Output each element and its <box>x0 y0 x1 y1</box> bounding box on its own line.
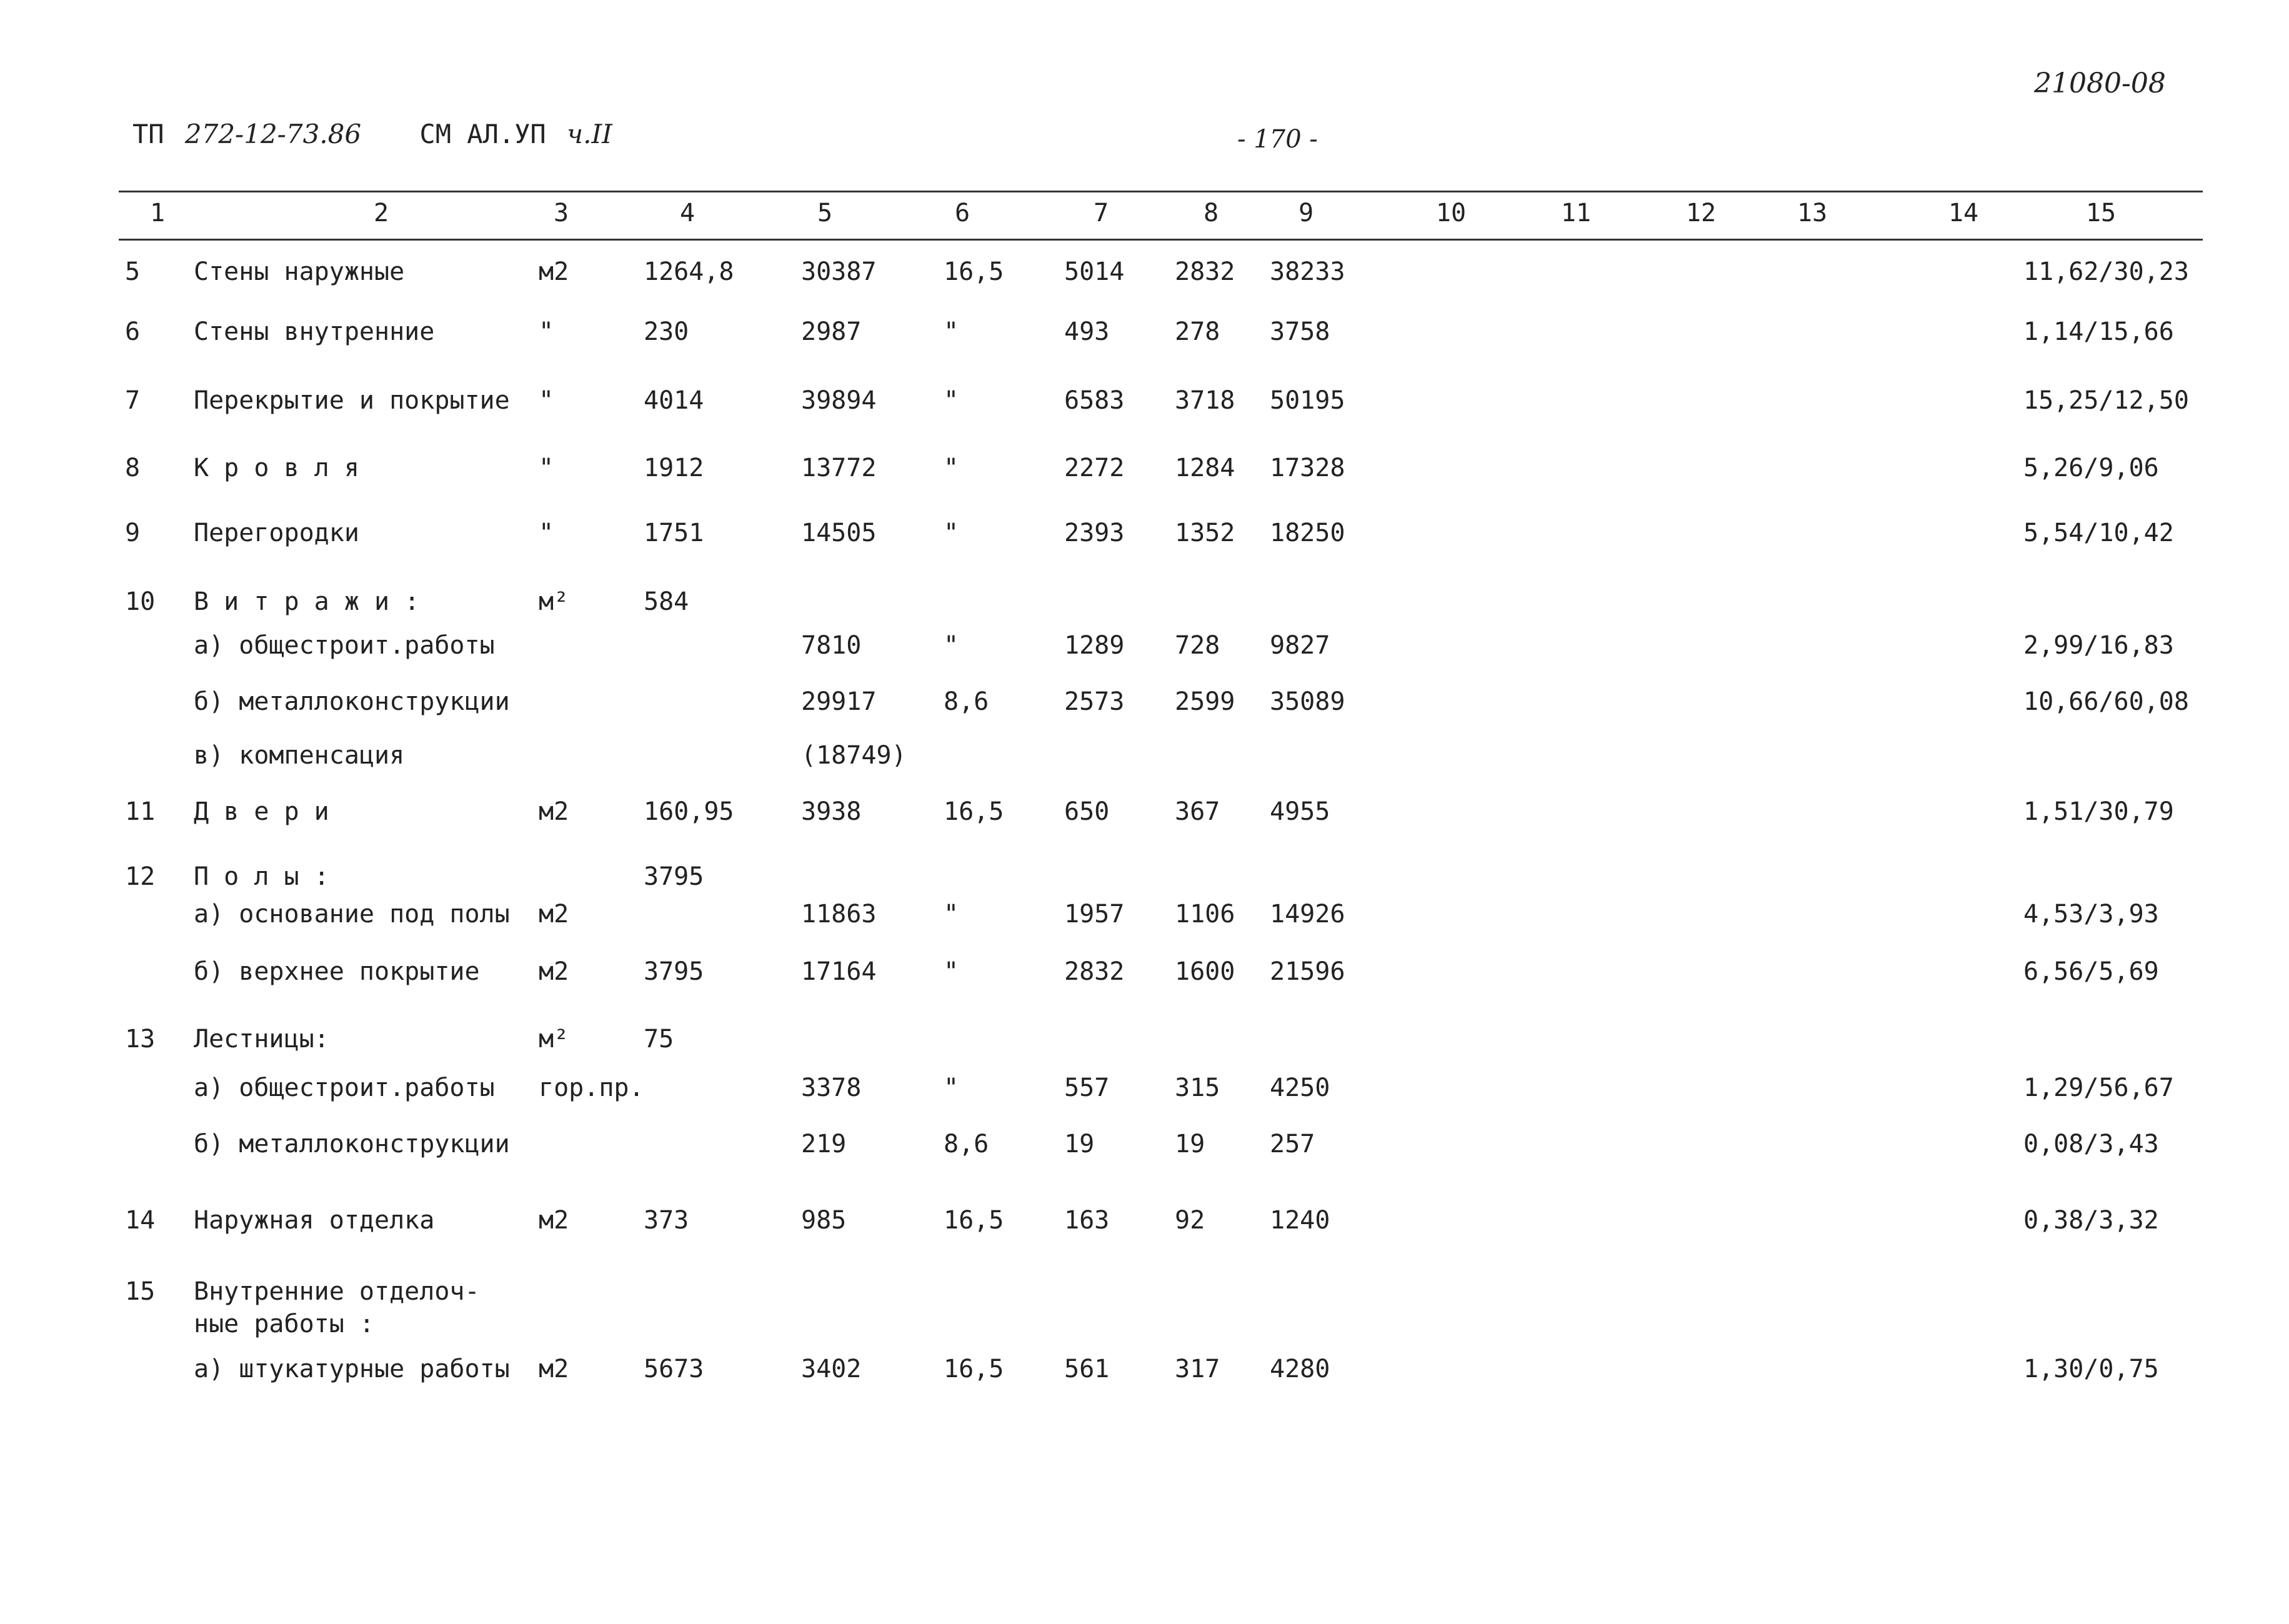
volume-handwritten: ч.II <box>567 119 612 149</box>
cell-col-8: 2832 <box>1175 257 1235 286</box>
column-header-9: 9 <box>1298 199 1314 227</box>
cell-col-4: 584 <box>644 587 689 616</box>
cell-col-9: 1240 <box>1270 1206 1330 1235</box>
cell-col-15: 1,51/30,79 <box>2023 797 2174 826</box>
cell-col-5: 219 <box>801 1130 847 1158</box>
cell-col-3: гор.пр. <box>539 1074 644 1102</box>
cell-col-7: 2832 <box>1064 957 1125 986</box>
cell-col-5: 985 <box>801 1206 847 1235</box>
cell-col-4: 373 <box>644 1206 689 1235</box>
cell-col-2: Перегородки <box>194 519 359 547</box>
cell-col-6: " <box>944 900 959 929</box>
column-header-4: 4 <box>679 199 696 227</box>
cell-col-6: 16,5 <box>944 257 1004 286</box>
cell-col-2: б) верхнее покрытие <box>194 957 480 986</box>
cell-col-5: 30387 <box>801 257 877 286</box>
cell-col-4: 5673 <box>644 1355 704 1383</box>
cell-col-8: 317 <box>1175 1355 1220 1383</box>
cell-col-2: ные работы : <box>194 1310 374 1338</box>
cell-col-7: 2573 <box>1064 687 1125 716</box>
cell-col-4: 230 <box>644 317 689 346</box>
cell-col-6: 8,6 <box>944 687 989 716</box>
cell-col-15: 0,08/3,43 <box>2023 1130 2159 1158</box>
cell-col-15: 15,25/12,50 <box>2023 386 2189 415</box>
cell-col-2: а) основание под полы <box>194 900 510 929</box>
cell-col-1: 10 <box>125 587 156 616</box>
cell-col-9: 21596 <box>1270 957 1345 986</box>
cell-col-5: 2987 <box>801 317 862 346</box>
cell-col-2: б) металлоконструкции <box>194 1130 510 1158</box>
cell-col-6: " <box>944 957 959 986</box>
cell-col-1: 9 <box>125 519 141 547</box>
cell-col-8: 367 <box>1175 797 1220 826</box>
cell-col-8: 728 <box>1175 631 1220 660</box>
cell-col-7: 557 <box>1064 1074 1110 1102</box>
cell-col-8: 19 <box>1175 1130 1205 1158</box>
cell-col-7: 2272 <box>1064 454 1125 482</box>
document-code <box>132 119 617 149</box>
cell-col-2: а) общестроит.работы <box>194 631 495 660</box>
cell-col-2: Д в е р и <box>194 797 329 826</box>
cell-col-15: 2,99/16,83 <box>2023 631 2174 660</box>
cell-col-2: Внутренние отделоч- <box>194 1277 480 1306</box>
cell-col-5: 3402 <box>801 1355 862 1383</box>
cell-col-15: 6,56/5,69 <box>2023 957 2159 986</box>
table-header-rule <box>119 239 2203 241</box>
column-header-15: 15 <box>2085 199 2117 227</box>
cell-col-7: 5014 <box>1064 257 1125 286</box>
cell-col-15: 0,38/3,32 <box>2023 1206 2159 1235</box>
cell-col-3: м2 <box>539 1206 569 1235</box>
cell-col-7: 1289 <box>1064 631 1125 660</box>
cell-col-7: 19 <box>1064 1130 1095 1158</box>
cell-col-5: (18749) <box>801 741 907 770</box>
cell-col-4: 1912 <box>644 454 704 482</box>
cell-col-15: 5,26/9,06 <box>2023 454 2159 482</box>
document-number: 21080-08 <box>2034 67 2166 99</box>
cell-col-6: " <box>944 317 959 346</box>
cell-col-15: 1,30/0,75 <box>2023 1355 2159 1383</box>
cell-col-6: 8,6 <box>944 1130 989 1158</box>
cell-col-1: 8 <box>125 454 141 482</box>
column-header-1: 1 <box>149 199 166 227</box>
cell-col-8: 3718 <box>1175 386 1235 415</box>
column-header-14: 14 <box>1948 199 1979 227</box>
column-header-2: 2 <box>373 199 389 227</box>
cell-col-6: " <box>944 1074 959 1102</box>
cell-col-2: К р о в л я <box>194 454 359 482</box>
cell-col-6: 16,5 <box>944 1355 1004 1383</box>
cell-col-9: 50195 <box>1270 386 1345 415</box>
cell-col-7: 1957 <box>1064 900 1125 929</box>
cell-col-3: м2 <box>539 797 569 826</box>
cell-col-3: м2 <box>539 957 569 986</box>
cell-col-2: Перекрытие и покрытие <box>194 386 510 415</box>
column-header-5: 5 <box>817 199 833 227</box>
section-code: СМ АЛ.УП <box>419 119 546 149</box>
cell-col-1: 13 <box>125 1025 156 1054</box>
cell-col-7: 650 <box>1064 797 1110 826</box>
cell-col-1: 6 <box>125 317 141 346</box>
cell-col-6: " <box>944 386 959 415</box>
cell-col-5: 13772 <box>801 454 877 482</box>
cell-col-15: 1,29/56,67 <box>2023 1074 2174 1102</box>
cell-col-5: 29917 <box>801 687 877 716</box>
cell-col-8: 1284 <box>1175 454 1235 482</box>
cell-col-9: 35089 <box>1270 687 1345 716</box>
cell-col-7: 163 <box>1064 1206 1110 1235</box>
cell-col-5: 3938 <box>801 797 862 826</box>
cell-col-2: а) общестроит.работы <box>194 1074 495 1102</box>
cell-col-3: " <box>539 454 554 482</box>
cell-col-15: 10,66/60,08 <box>2023 687 2189 716</box>
cell-col-3: м2 <box>539 900 569 929</box>
cell-col-1: 7 <box>125 386 141 415</box>
cell-col-2: в) компенсация <box>194 741 405 770</box>
cell-col-2: б) металлоконструкции <box>194 687 510 716</box>
cell-col-15: 11,62/30,23 <box>2023 257 2189 286</box>
cell-col-3: " <box>539 519 554 547</box>
cell-col-2: а) штукатурные работы <box>194 1355 510 1383</box>
cell-col-4: 75 <box>644 1025 674 1054</box>
cell-col-4: 1264,8 <box>644 257 734 286</box>
code-handwritten: 272-12-73.86 <box>184 119 362 149</box>
cell-col-1: 12 <box>125 862 156 891</box>
column-header-10: 10 <box>1435 199 1467 227</box>
cell-col-2: В и т р а ж и : <box>194 587 420 616</box>
cell-col-7: 6583 <box>1064 386 1125 415</box>
cell-col-9: 4280 <box>1270 1355 1330 1383</box>
cell-col-8: 2599 <box>1175 687 1235 716</box>
cell-col-9: 38233 <box>1270 257 1345 286</box>
cell-col-5: 11863 <box>801 900 877 929</box>
cell-col-3: м2 <box>539 1355 569 1383</box>
cell-col-7: 2393 <box>1064 519 1125 547</box>
cell-col-4: 4014 <box>644 386 704 415</box>
column-header-13: 13 <box>1797 199 1828 227</box>
code-prefix: ТП <box>132 119 164 149</box>
column-header-11: 11 <box>1560 199 1592 227</box>
cell-col-8: 92 <box>1175 1206 1205 1235</box>
cell-col-8: 1106 <box>1175 900 1235 929</box>
cell-col-1: 14 <box>125 1206 156 1235</box>
cell-col-4: 160,95 <box>644 797 734 826</box>
cell-col-4: 3795 <box>644 862 704 891</box>
cell-col-2: Стены наружные <box>194 257 405 286</box>
cell-col-6: 16,5 <box>944 797 1004 826</box>
page-number: - 170 - <box>1237 125 1318 154</box>
cell-col-1: 11 <box>125 797 156 826</box>
cell-col-15: 4,53/3,93 <box>2023 900 2159 929</box>
cell-col-7: 493 <box>1064 317 1110 346</box>
cell-col-8: 278 <box>1175 317 1220 346</box>
cell-col-9: 9827 <box>1270 631 1330 660</box>
cell-col-3: м² <box>539 587 569 616</box>
column-header-3: 3 <box>553 199 569 227</box>
table-top-rule <box>119 191 2203 192</box>
cell-col-8: 315 <box>1175 1074 1220 1102</box>
cell-col-9: 17328 <box>1270 454 1345 482</box>
cell-col-1: 5 <box>125 257 141 286</box>
cell-col-9: 4250 <box>1270 1074 1330 1102</box>
cell-col-8: 1600 <box>1175 957 1235 986</box>
cell-col-9: 3758 <box>1270 317 1330 346</box>
cell-col-2: Лестницы: <box>194 1025 329 1054</box>
cell-col-3: м² <box>539 1025 569 1054</box>
cell-col-9: 4955 <box>1270 797 1330 826</box>
cell-col-9: 257 <box>1270 1130 1315 1158</box>
cell-col-15: 5,54/10,42 <box>2023 519 2174 547</box>
column-header-7: 7 <box>1093 199 1109 227</box>
cell-col-3: м2 <box>539 257 569 286</box>
column-header-8: 8 <box>1203 199 1219 227</box>
cell-col-6: " <box>944 631 959 660</box>
cell-col-4: 1751 <box>644 519 704 547</box>
cell-col-5: 14505 <box>801 519 877 547</box>
cell-col-4: 3795 <box>644 957 704 986</box>
cell-col-9: 18250 <box>1270 519 1345 547</box>
column-header-6: 6 <box>954 199 970 227</box>
cell-col-8: 1352 <box>1175 519 1235 547</box>
cell-col-5: 17164 <box>801 957 877 986</box>
cell-col-3: " <box>539 386 554 415</box>
cell-col-2: П о л ы : <box>194 862 329 891</box>
cell-col-6: 16,5 <box>944 1206 1004 1235</box>
column-header-12: 12 <box>1685 199 1717 227</box>
cell-col-3: " <box>539 317 554 346</box>
cell-col-5: 3378 <box>801 1074 862 1102</box>
cell-col-9: 14926 <box>1270 900 1345 929</box>
cell-col-6: " <box>944 519 959 547</box>
cell-col-2: Стены внутренние <box>194 317 435 346</box>
cell-col-5: 7810 <box>801 631 862 660</box>
cell-col-15: 1,14/15,66 <box>2023 317 2174 346</box>
cell-col-7: 561 <box>1064 1355 1110 1383</box>
cell-col-6: " <box>944 454 959 482</box>
cell-col-5: 39894 <box>801 386 877 415</box>
cell-col-1: 15 <box>125 1277 156 1306</box>
cell-col-2: Наружная отделка <box>194 1206 435 1235</box>
